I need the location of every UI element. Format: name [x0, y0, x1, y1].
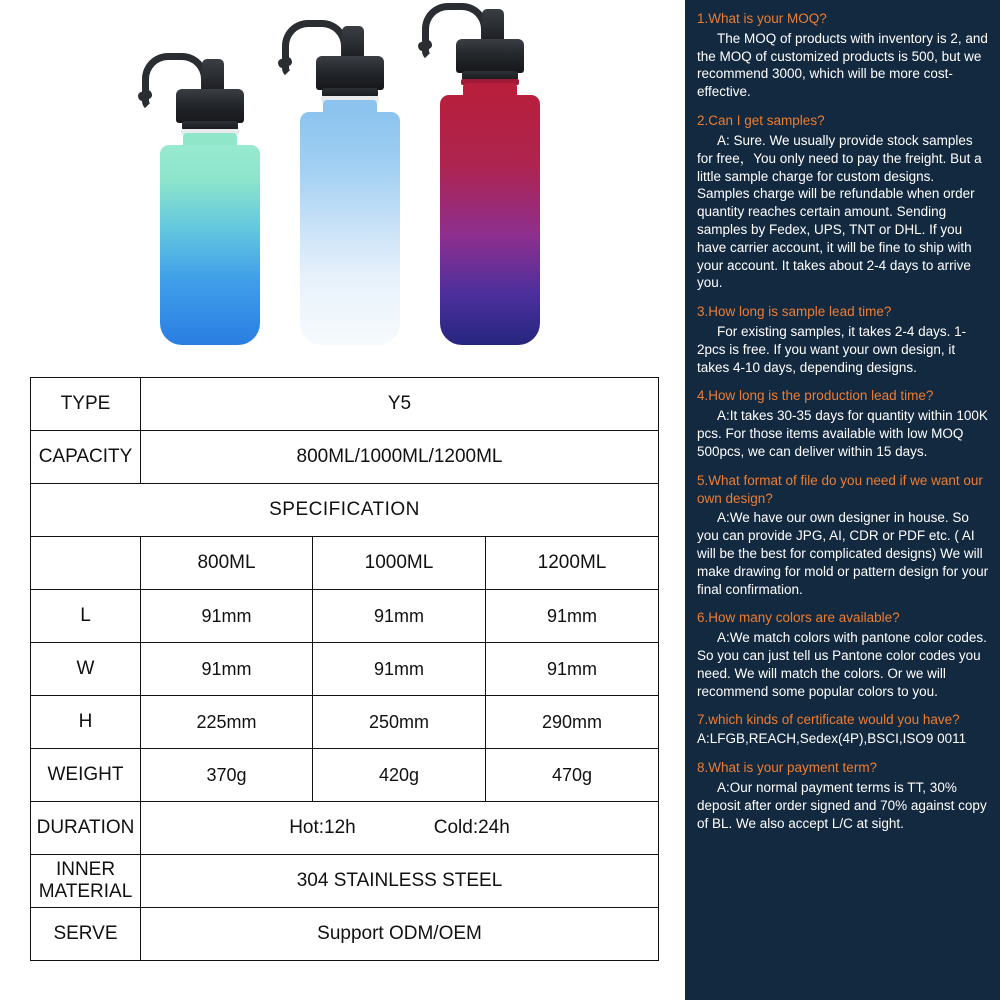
capacity-label: CAPACITY — [31, 431, 141, 484]
faq-question-1: 1.What is your MOQ? — [697, 11, 827, 26]
table-row-capacity — [31, 431, 659, 484]
spec-title: SPECIFICATION — [31, 484, 659, 537]
duration-values — [141, 802, 659, 855]
bottle-images — [0, 0, 685, 360]
faq-question-3: 3.How long is sample lead time? — [697, 304, 892, 320]
bottle-body — [300, 112, 400, 345]
empty-corner-cell — [31, 537, 141, 590]
faq-answer-7: A:LFGB,REACH,Sedex(4P),BSCI,ISO9 0011 — [697, 731, 967, 747]
faq-question-6: 6.How many colors are available? — [697, 610, 900, 626]
lid-spout — [202, 59, 224, 93]
faq-answer-6: A:We match colors with pantone color codes. So you can just tell us Pantone color codes you need. We will match the colors. Or we will recommend some popular colors to you. — [697, 630, 987, 699]
table-row-height — [31, 696, 659, 749]
faq-question-8: 8.What is your payment term? — [697, 760, 878, 776]
table-row-inner-material — [31, 855, 659, 908]
bottle-body — [160, 145, 260, 345]
row-label-h: H — [31, 696, 141, 749]
l-1000: 91mm — [313, 590, 486, 643]
table-row-type — [31, 378, 659, 431]
duration-cold: Cold:24h — [433, 817, 510, 838]
duration-hot: Hot:12h — [289, 817, 356, 838]
faq-question-5: 5.What format of file do you need if we want our own design? — [697, 472, 983, 506]
table-row-spec-title — [31, 484, 659, 537]
h-1000: 250mm — [313, 696, 486, 749]
table-row-serve — [31, 908, 659, 961]
table-row-width — [31, 643, 659, 696]
size-header-800: 800ML — [141, 537, 313, 590]
type-label: TYPE — [31, 378, 141, 431]
bottle-body — [440, 95, 540, 345]
weight-1200: 470g — [486, 749, 659, 802]
table-row-duration — [31, 802, 659, 855]
capacity-value: 800ML/1000ML/1200ML — [141, 431, 659, 484]
l-1200: 91mm — [486, 590, 659, 643]
row-label-weight: WEIGHT — [31, 749, 141, 802]
table-row-length — [31, 590, 659, 643]
faq-answer-1: The MOQ of products with inventory is 2, and the MOQ of customized products is 500, but we recommend 3000, which will be more cost-effective. — [697, 30, 988, 100]
faq-answer-5: A:We have our own designer in house. So you can provide JPG, AI, CDR or PDF etc. ( AI will be the best for complicated designs) We will make drawing for mold or pattern design for your final confirmation. — [697, 510, 989, 597]
faq-answer-3: For existing samples, it takes 2-4 days. 1-2pcs is free. If you want your own design, it takes 4-10 days, depending designs. — [697, 324, 967, 375]
faq-question-4: 4.How long is the production lead time? — [697, 388, 934, 404]
lid-spout — [342, 26, 364, 60]
faq-question-2: 2.Can I get samples? — [697, 113, 825, 129]
bottle-mint-blue — [160, 55, 260, 345]
serve-value: Support ODM/OEM — [141, 908, 659, 961]
lid-base — [316, 56, 384, 90]
weight-800: 370g — [141, 749, 313, 802]
l-800: 91mm — [141, 590, 313, 643]
size-header-1000: 1000ML — [313, 537, 486, 590]
h-800: 225mm — [141, 696, 313, 749]
inner-material-value: 304 STAINLESS STEEL — [141, 855, 659, 908]
specification-table — [30, 377, 659, 961]
faq-list — [697, 10, 989, 843]
table-row-weight — [31, 749, 659, 802]
lid-base — [456, 39, 524, 73]
type-value: Y5 — [141, 378, 659, 431]
h-1200: 290mm — [486, 696, 659, 749]
faq-answer-8: A:Our normal payment terms is TT, 30% deposit after order signed and 70% against copy of BL. We also accept L/C at sight. — [697, 779, 987, 831]
w-800: 91mm — [141, 643, 313, 696]
table-row-size-headers — [31, 537, 659, 590]
faq-panel — [685, 0, 1000, 1000]
size-header-1200: 1200ML — [486, 537, 659, 590]
faq-question-7: 7.which kinds of certificate would you have? — [697, 712, 960, 728]
inner-material-label: INNER MATERIAL — [31, 855, 141, 908]
weight-1000: 420g — [313, 749, 486, 802]
lid-base — [176, 89, 244, 123]
bottle-red-purple — [440, 5, 540, 345]
faq-answer-2: A: Sure. We usually provide stock samples for free，You only need to pay the freight. But a little sample charge for custom designs. Samples charge will be refundable when order quantity reaches certain amount. Sending samples by Fedex, UPS, TNT or DHL. If you have carrier account, it will be fine to ship with your account. It takes about 2-4 days to arrive you. — [697, 132, 982, 291]
serve-label: SERVE — [31, 908, 141, 961]
row-label-w: W — [31, 643, 141, 696]
w-1200: 91mm — [486, 643, 659, 696]
lid-spout — [482, 9, 504, 43]
duration-label: DURATION — [31, 802, 141, 855]
bottle-light-blue-white — [300, 22, 400, 345]
row-label-l: L — [31, 590, 141, 643]
w-1000: 91mm — [313, 643, 486, 696]
faq-answer-4: A:It takes 30-35 days for quantity within 100K pcs. For those items available with low MOQ 500pcs, we can deliver within 15 days. — [697, 408, 988, 459]
